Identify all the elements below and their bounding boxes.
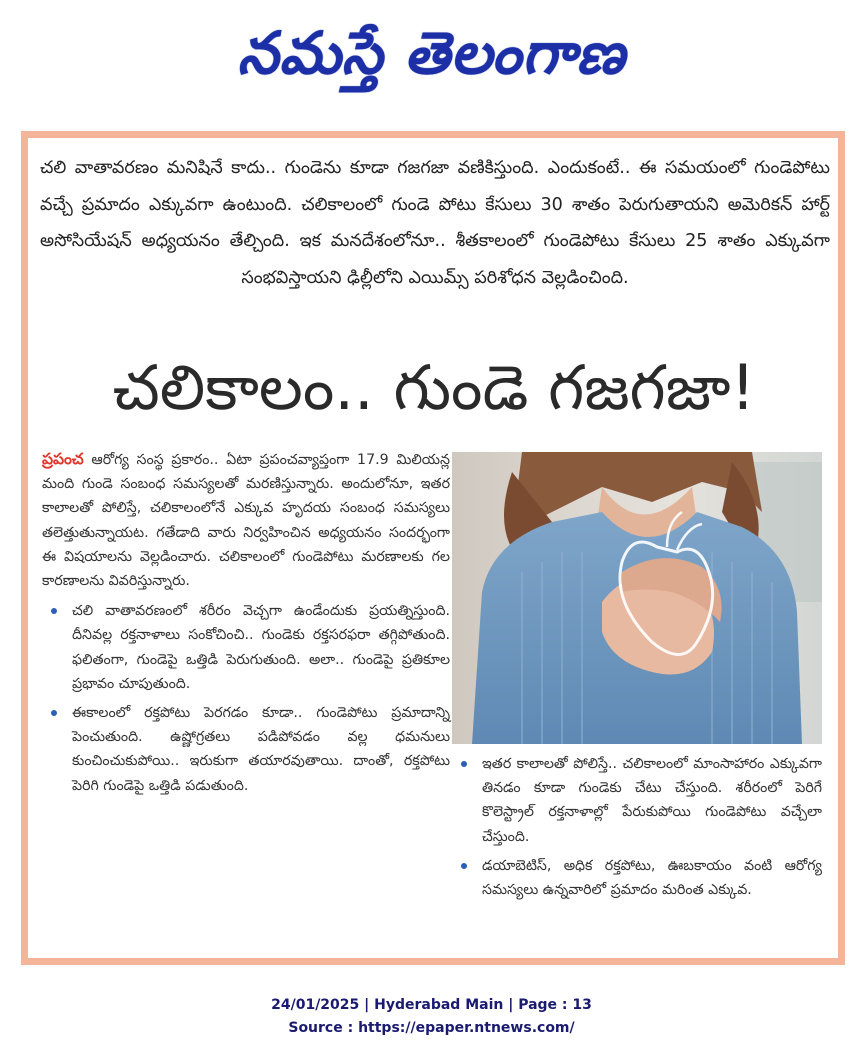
right-bullet-list (452, 752, 822, 902)
intro-paragraph (42, 447, 450, 593)
article-left-column (42, 447, 450, 803)
list-item: ఈకాలంలో రక్తపోటు పెరగడం కూడా.. గుండెపోటు ప్రమాదాన్ని పెంచుతుంది. ఉష్ణోగ్రతలు పడిపోవడం వల్ల ధమనులు కుంచించుకుపోయి.. ఇరుకుగా తయారవుతాయి. దాంతో, రక్తపోటు పెరిగి గుండెపై ఒత్తిడి పడుతుంది. (42, 701, 450, 798)
list-item: చలి వాతావరణంలో శరీరం వెచ్చగా ఉండేందుకు ప్రయత్నిస్తుంది. దీనివల్ల రక్తనాళాలు సంకోచించి.. గుండెకు రక్తసరఫరా తగ్గిపోతుంది. ఫలితంగా, గుండెపై ఒత్తిడి పెరుగుతుంది. అలా.. గుండెపై ప్రతికూల ప్రభావం చూపుతుంది. (42, 599, 450, 696)
dropcap-word: ప్రపంచ (42, 450, 84, 468)
article-headline: చలికాలం.. గుండె గజగజా! (112, 350, 756, 424)
list-item: ఇతర కాలాలతో పోలిస్తే.. చలికాలంలో మాంసాహారం ఎక్కువగా తినడం కూడా గుండెకు చేటు చేస్తుంది. శరీరంలో పెరిగే కొలెస్ట్రాల్ రక్తనాళాల్లో పేరుకుపోయి గుండెపోటు వచ్చేలా చేస్తుంది. (452, 752, 822, 849)
lead-paragraph: చలి వాతావరణం మనిషినే కాదు.. గుండెను కూడా గజగజా వణికిస్తుంది. ఎందుకంటే.. ఈ సమయంలో గుండెపోటు వచ్చే ప్రమాదం ఎక్కువగా ఉంటుంది. చలికాలంలో గుండె పోటు కేసులు 30 శాతం పెరుగుతాయని అమెరికన్ హార్ట్ అసోసియేషన్ అధ్యయనం తేల్చింది. ఇక మనదేశంలోనూ.. శీతకాలంలో గుండెపోటు కేసులు 25 శాతం ఎక్కువగా సంభవిస్తాయని ఢిల్లీలోని ఎయిమ్స్ పరిశోధన వెల్లడించింది. (40, 158, 830, 288)
edition-info: 24/01/2025 | Hyderabad Main | Page : 13 (271, 997, 592, 1013)
masthead (0, 0, 863, 120)
woman-heart-illustration (452, 452, 822, 744)
intro-text: ఆరోగ్య సంస్థ ప్రకారం.. ఏటా ప్రపంచవ్యాప్తంగా 17.9 మిలియన్ల మంది గుండె సంబంధ సమస్యలతో మరణిస్తున్నారు. అందులోనూ, ఇతర కాలాలతో పోలిస్తే, చలికాలంలోనే ఎక్కువ హృదయ సంబంధ సమస్యలు తలెత్తుతున్నాయట. గతేడాది వారు నిర్వహించిన అధ్యయనం సందర్భంగా ఈ విషయాలను వెల్లడించారు. చలికాలంలో గుండెపోటు మరణాలకు గల కారణాలను వివరిస్తున్నారు. (42, 452, 450, 590)
left-bullet-list (42, 599, 450, 798)
list-item: డయాబెటిస్, అధిక రక్తపోటు, ఊబకాయం వంటి ఆరోగ్య సమస్యలు ఉన్నవారిలో ప్రమాదం మరింత ఎక్కువ. (452, 854, 822, 902)
article-right-column (452, 752, 822, 907)
page-footer (0, 994, 863, 1040)
newspaper-title: నమస్తే తెలంగాణ (237, 18, 626, 87)
source-link[interactable]: Source : https://epaper.ntnews.com/ (288, 1020, 575, 1036)
article-photo (452, 452, 822, 744)
